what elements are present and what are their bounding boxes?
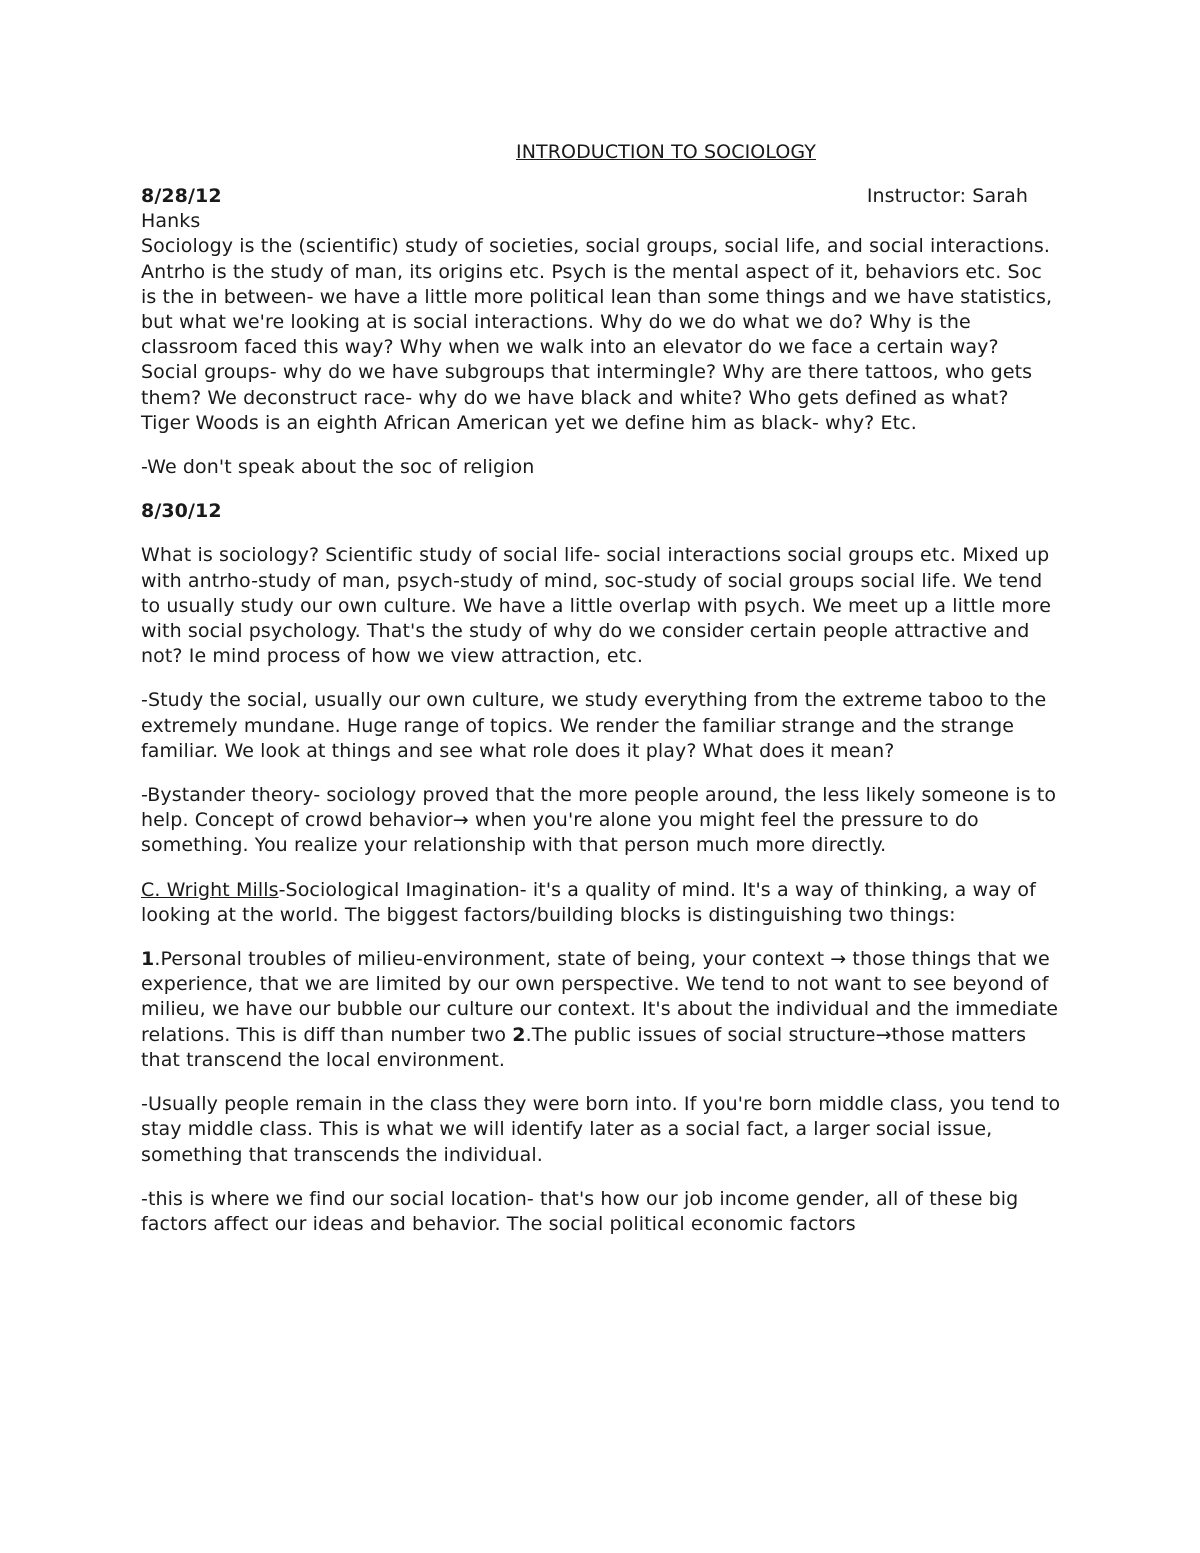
- paragraph-troubles-issues: [141, 947, 1061, 1073]
- document-page: [141, 140, 1061, 1256]
- instructor-name-continuation: Hanks: [141, 210, 201, 233]
- date-header-row: [141, 184, 1061, 209]
- list-number-2: 2: [512, 1023, 526, 1046]
- paragraph-mills: [141, 878, 1061, 928]
- mills-text: -Sociological Imagination- it's a quality of mind. It's a way of thinking, a way of looking at the world. The biggest factors/building blocks is distinguishing two things:: [141, 878, 1036, 926]
- paragraph-study-social: -Study the social, usually our own culture, we study everything from the extreme taboo to the extremely mundane. Huge range of topics. We render the familiar strange and the strange familiar. We look at things and see what role does it play? What does it mean?: [141, 689, 1047, 762]
- paragraph-sociology-definition: Sociology is the (scientific) study of societies, social groups, social life, and social interactions. Antrho is the study of man, its origins etc. Psych is the mental aspect of it, behaviors etc. Soc is the in between- we have a little more political lean than some things and we have statistics, but what we're looking at is social interactions. Why do we do what we do? Why is the classroom faced this way? Why when we walk into an elevator do we face a certain way? Social groups- why do we have subgroups that intermingle? Why are there tattoos, who gets them? We deconstruct race- why do we have black and white? Who gets defined as what? Tiger Woods is an eighth African American yet we define him as black- why? Etc.: [141, 235, 1053, 434]
- document-title: INTRODUCTION TO SOCIOLOGY: [516, 141, 816, 163]
- paragraph-what-is-sociology: What is sociology? Scientific study of social life- social interactions social groups etc. Mixed up with antrho-study of man, psych-study of mind, soc-study of social groups social life. We tend to usually study our own culture. We have a little overlap with psych. We meet up a little more with social psychology. That's the study of why do we consider certain people attractive and not? Ie mind process of how we view attraction, etc.: [141, 544, 1052, 668]
- paragraph-religion-note: -We don't speak about the soc of religion: [141, 456, 535, 479]
- date-heading-1: 8/28/12: [141, 185, 222, 208]
- paragraph-social-location: -this is where we find our social location- that's how our job income gender, all of these big factors affect our ideas and behavior. The social political economic factors: [141, 1187, 1019, 1235]
- mills-name: C. Wright Mills: [141, 878, 279, 901]
- paragraph-social-class: -Usually people remain in the class they were born into. If you're born middle class, you tend to stay middle class. This is what we will identify later as a social fact, a larger social issue, something that transcends the individual.: [141, 1093, 1061, 1166]
- date-heading-2: 8/30/12: [141, 500, 222, 523]
- list-number-1: 1: [141, 948, 155, 971]
- personal-troubles-text: .Personal troubles of milieu-environment, state of being, your context → those things that we experience, that we are limited by our own perspective. We tend to not want to see beyond of milieu, we have our bubble our culture our context. It's about the individual and the immediate relations. This is diff than number two: [141, 948, 1059, 1046]
- public-issues-text: .The public issues of social structure→those matters that transcend the local environment.: [141, 1023, 1027, 1071]
- instructor-label: Instructor: Sarah: [866, 185, 1028, 208]
- paragraph-bystander-theory: -Bystander theory- sociology proved that the more people around, the less likely someone is to help. Concept of crowd behavior→ when you're alone you might feel the pressure to do something. You realize your relationship with that person much more directly.: [141, 784, 1057, 857]
